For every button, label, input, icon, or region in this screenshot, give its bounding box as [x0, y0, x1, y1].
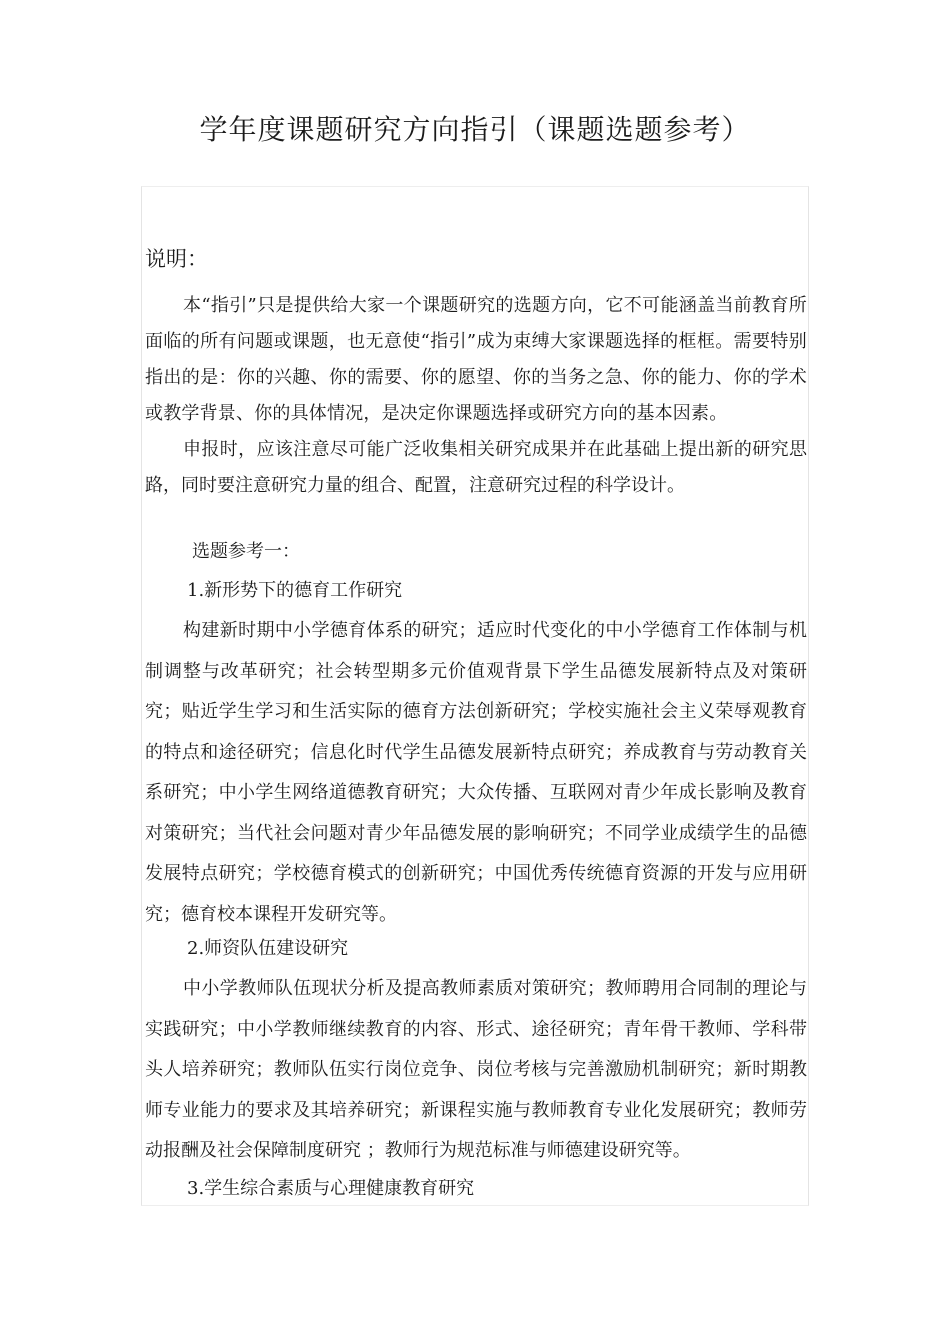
section-3-heading: 3.学生综合素质与心理健康教育研究 — [187, 1178, 475, 1199]
section-1-body: 构建新时期中小学德育体系的研究；适应时代变化的中小学德育工作体制与机制调整与改革研究；社会转型期多元价值观背景下学生品德发展新特点及对策研究；贴近学生学习和生活实际的德育方法创新研究；学校实施社会主义荣辱观教育的特点和途径研究；信息化时代学生品德发展新特点研究；养成教育与劳动教育关系研究；中小学生网络道德教育研究；大众传播、互联网对青少年成长影响及教育对策研究；当代社会问题对青少年品德发展的影响研究；不同学业成绩学生的品德发展特点研究；学校德育模式的创新研究；中国优秀传统德育资源的开发与应用研究；德育校本课程开发研究等。 — [145, 620, 807, 925]
section-1-heading: 1.新形势下的德育工作研究 — [187, 580, 403, 601]
note-label: 说明： — [145, 247, 208, 271]
page-title: 学年度课题研究方向指引（课题选题参考） — [199, 113, 751, 146]
section-2-body: 中小学教师队伍现状分析及提高教师素质对策研究；教师聘用合同制的理论与实践研究；中小学教师继续教育的内容、形式、途径研究；青年骨干教师、学科带头人培养研究；教师队伍实行岗位竞争、岗位考核与完善激励机制研究；新时期教师专业能力的要求及其培养研究；新课程实施与教师教育专业化发展研究；教师劳动报酬及社会保障制度研究 ；教师行为规范标准与师德建设研究等。 — [145, 978, 807, 1161]
section-2-heading: 2.师资队伍建设研究 — [187, 938, 349, 959]
intro-paragraph-2: 申报时，应该注意尽可能广泛收集相关研究成果并在此基础上提出新的研究思路，同时要注意研究力量的组合、配置，注意研究过程的科学设计。 — [145, 439, 807, 496]
intro-paragraph-1: 本“指引”只是提供给大家一个课题研究的选题方向，它不可能涵盖当前教育所面临的所有问题或课题，也无意使“指引”成为束缚大家课题选择的框框。需要特别指出的是：你的兴趣、你的需要、你的愿望、你的当务之急、你的能力、你的学术或教学背景、你的具体情况，是决定你课题选择或研究方向的基本因素。 — [145, 295, 807, 424]
reference-label: 选题参考一： — [192, 541, 300, 562]
